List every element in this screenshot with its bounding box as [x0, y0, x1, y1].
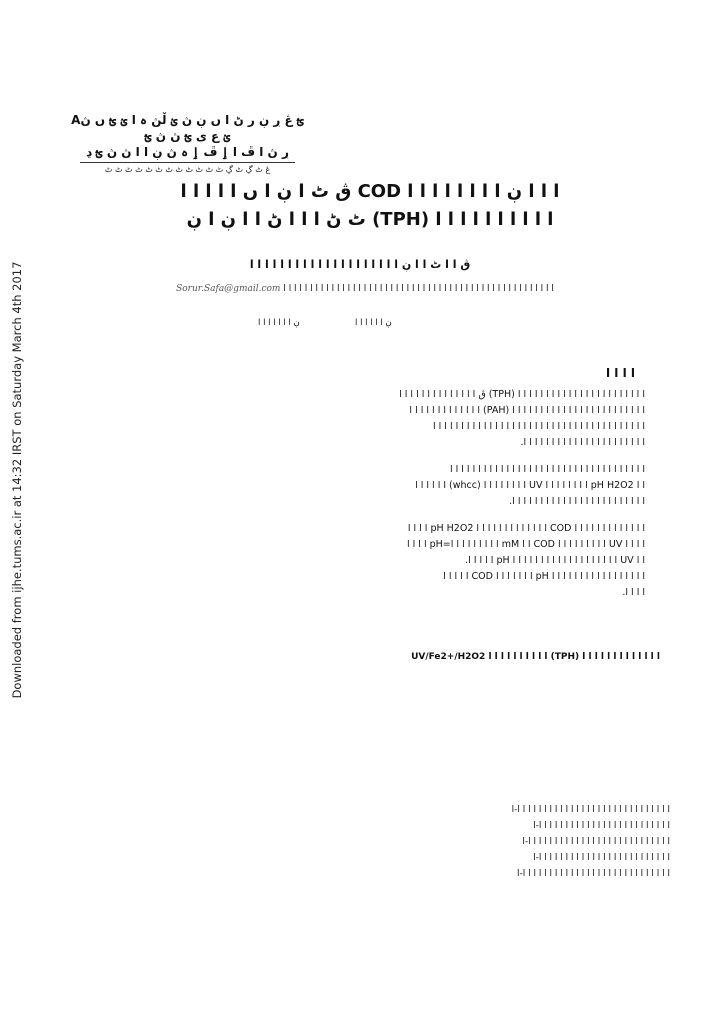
journal-volume-line: ڠ ٹ ڲ ٹ ڲ ٹ ٹ ٹ ٹ ٹ ٹ ٹ ٹ ٹ ٹ ٹ ٹ [104, 165, 271, 174]
abstract-line: .ا ا ا ا ا pH ا ا ا ا ا ا ا ا ا ا ا ا ا ا ا ا ا ا ا UV ا ا [465, 555, 645, 566]
abstract-line: ا ا ا ا pH H2O2 ا ا ا ا ا ا ا ا ا ا ا ا ا COD ا ا ا ا ا ا ا ا ا ا ا ا ا [407, 523, 645, 534]
abstract-line: ا ا ا ا ا ا ا ا ا ا ا ا ا ا ا ا ا ا ا ا ا ا ا ا ا ا ا ا ا ا ا ا ا ا ا ا ا ا [432, 421, 645, 432]
paragraph-gap [78, 451, 645, 462]
affiliation-footnotes [305, 802, 670, 882]
affiliation-footnote: ا ا ا ا ا ا ا ا ا ا ا ا ا ا ا ا ا ا ا ا ا ا ا ا ا-ا [533, 821, 670, 831]
received-date: ڹ ا ا ا ا ا ا [355, 318, 392, 328]
abstract-line: ڨ ا ا ا ا ا ا ا ا ا ا ا ا ا ا (TPH) ا ا ا ا ا ا ا ا ا ا ا ا ا ا ا ا ا ا ا ا ا ا ا [399, 389, 645, 400]
paper-title-line2: ٹ ڻ ا ا ا ڻ ا ا ڹ ا ڹ (TPH) ا ا ا ا ا ا ا ا ا ا [186, 209, 554, 230]
affiliation-footnote: ا ا ا ا ا ا ا ا ا ا ا ا ا ا ا ا ا ا ا ا ا ا ا ا ا ا ا ا ا-ا [511, 805, 670, 815]
download-watermark-text: Downloaded from ijhe.tums.ac.ir at 14:32 IRST on Saturday March 4th 2017 [10, 261, 24, 699]
journal-header [70, 112, 305, 175]
paper-title-line1: ڨ ٹ ا ڹ ا ں ا ا ا ا ا COD ا ا ا ڹ ا ا ا ا ا ا ا ا [180, 181, 560, 202]
abstract-line: ا ا ا ا ا COD ا ا ا ا ا ا ا pH ا ا ا ا ا ا ا ا ا ا ا ا ا ا ا ا ا [443, 571, 645, 582]
affiliation-footnote: ا ا ا ا ا ا ا ا ا ا ا ا ا ا ا ا ا ا ا ا ا ا ا ا ا ا ا-ا [522, 837, 670, 847]
download-watermark [6, 210, 28, 750]
journal-divider [80, 162, 295, 163]
affiliation-line [75, 283, 655, 295]
accepted-date: ڹ ا ا ا ا ا ا ا [258, 318, 300, 328]
affiliation-footnote: ا ا ا ا ا ا ا ا ا ا ا ا ا ا ا ا ا ا ا ا ا ا ا ا ا-ا [533, 853, 670, 863]
affiliation-text: ا ا ا ا ا ا ا ا ا ا ا ا ا ا ا ا ا ا ا ا ا ا ا ا ا ا ا ا ا ا ا ا ا ا ا ا ا ا ا ا ا ا ا ا ا ا ا ا ا ا ا [283, 284, 554, 294]
corresponding-email[interactable]: Sorur.Safa@gmail.com [176, 284, 281, 294]
abstract-line: .ا ا ا ا [622, 587, 645, 598]
abstract-body [78, 387, 645, 601]
paragraph-gap [78, 510, 645, 521]
abstract-line: .ا ا ا ا ا ا ا ا ا ا ا ا ا ا ا ا ا ا ا ا ا ا [520, 437, 645, 448]
journal-name-line2: ڔ ڽ ا ڦ ا ٳ ڦ ٳ ہ ڽ ڹ ا ا ڽ ڽ ؿ ڍ [86, 145, 289, 159]
abstract-line: ا ا ا ا ا ا ا ا ا ا ا ا ا (PAH) ا ا ا ا ا ا ا ا ا ا ا ا ا ا ا ا ا ا ا ا ا ا ا ا [409, 405, 645, 416]
abstract-line: .ا ا ا ا ا ا ا ا ا ا ا ا ا ا ا ا ا ا ا ا ا ا ا ا [509, 496, 645, 507]
abstract-heading: ا ا ا ا [606, 366, 635, 380]
abstract-line: ا ا ا ا ا ا (whcc) ا ا ا ا ا ا ا ا UV ا ا ا ا ا ا ا ا pH H2O2 ا ا [415, 480, 645, 491]
keywords-line: UV/Fe2+/H2O2 ا ا ا ا ا ا ا ا ا ا (TPH) ا ا ا ا ا ا ا ا ا ا ا ا ا [411, 652, 660, 662]
affiliation-footnote: ا ا ا ا ا ا ا ا ا ا ا ا ا ا ا ا ا ا ا ا ا ا ا ا ا ا ا ا-ا [516, 869, 670, 879]
abstract-line: ا ا ا ا pH=ا ا ا ا ا ا ا ا ا mM ا ا COD ا ا ا ا ا ا ا ا ا UV ا ا ا ا [406, 539, 645, 550]
abstract-line: ا ا ا ا ا ا ا ا ا ا ا ا ا ا ا ا ا ا ا ا ا ا ا ا ا ا ا ا ا ا ا ا ا ا ا [449, 464, 645, 475]
journal-name-line1: Aؿ ڠ ڔ ڹ ر ڻ ا ں ڹ ڽ ؽ ڵڽ ہ ا ؽ ؿ ں ڽ ؽ ع ی ؿ ڽ ڽ ؿ [71, 113, 304, 143]
author-list: ڨ ا ا ٹ ا ا ڹ ا ا ا ا ا ا ا ا ا ا ا ا ا ا ا ا ا ا ا ا [249, 258, 471, 271]
